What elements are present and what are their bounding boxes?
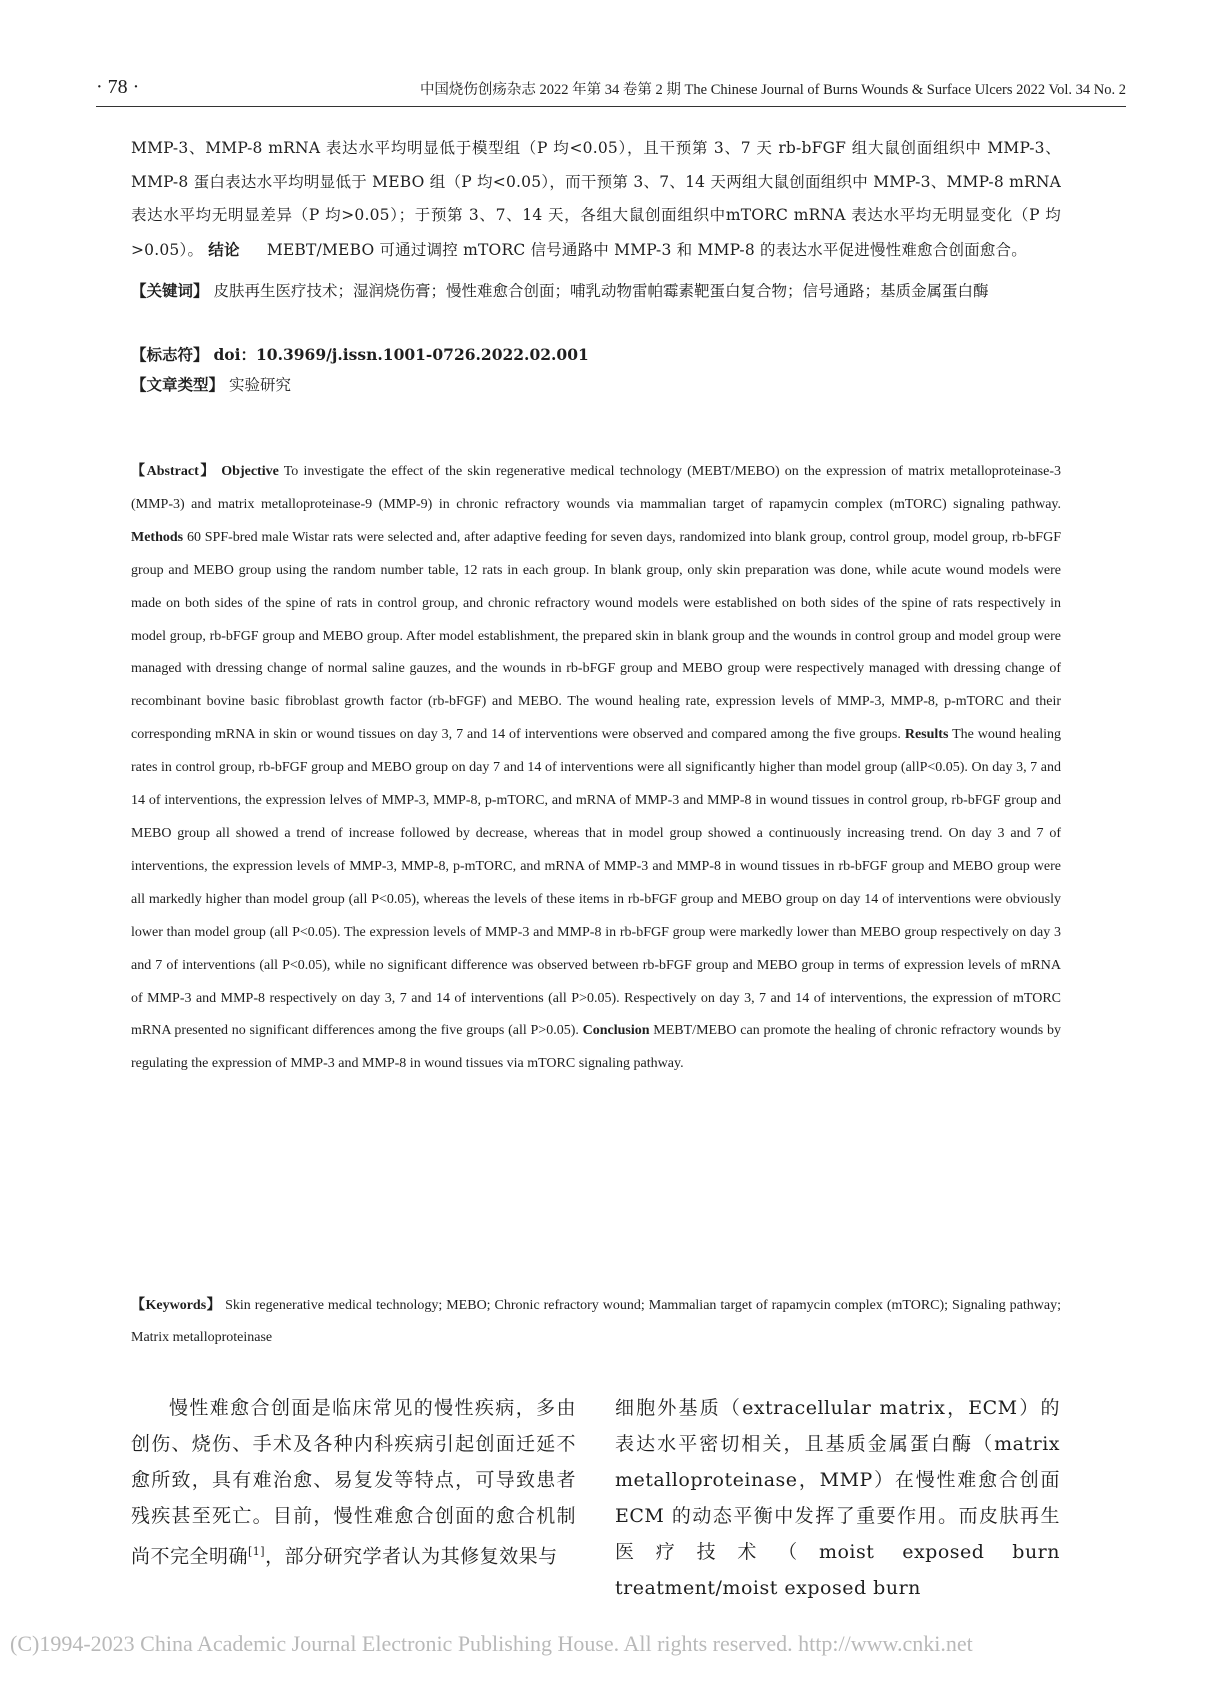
cn-conclusion-text: MEBT/MEBO 可通过调控 mTORC 信号通路中 MMP-3 和 MMP-8 的表达水平促进慢性难愈合创面愈合。 bbox=[266, 240, 1027, 259]
en-keywords-label: 【Keywords】 bbox=[131, 1298, 222, 1313]
en-conclusion-text: MEBT/MEBO can promote the healing of chronic refractory wounds by regulating the expression of MMP-3 and MMP-8 in wound tissues via mTORC signaling pathway. bbox=[131, 1023, 1061, 1072]
cn-doi-text: doi：10.3969/j.issn.1001-0726.2022.02.001 bbox=[213, 345, 589, 364]
page-header bbox=[96, 76, 1126, 102]
en-keywords-text: Skin regenerative medical technology; MEBO; Chronic refractory wound; Mammalian target of rapamycin complex (mTORC); Signaling pathway; Matrix metalloproteinase bbox=[131, 1298, 1061, 1345]
en-abstract-label: 【Abstract】 bbox=[131, 464, 217, 479]
english-keywords bbox=[131, 1290, 1061, 1354]
cn-keywords bbox=[131, 276, 1061, 306]
en-methods-text: 60 SPF-bred male Wistar rats were selected and, after adaptive feeding for seven days, randomized into blank group, control group, model group, rb-bFGF group and MEBO group using the random number table, 12 rats in each group. In blank group, only skin preparation was done, while acute wound models were made on both sides of the spine of rats in control group, and chronic refractory wound models were established on both sides of the spine of rats respectively in model group, rb-bFGF group and MEBO group. After model establishment, the prepared skin in blank group and the wounds in control group and model group were managed with dressing change of normal saline gauzes, and the wounds in rb-bFGF group and MEBO group were respectively managed with dressing change of recombinant bovine basic fibroblast growth factor (rb-bFGF) and MEBO. The wound healing rate, expression levels of MMP-3, MMP-8, p-mTORC and their corresponding mRNA in skin or wound tissues on day 3, 7 and 14 of interventions were observed and compared among the five groups. bbox=[131, 529, 1061, 743]
page-number: · 78 · bbox=[96, 76, 140, 98]
en-results-label: Results bbox=[904, 727, 949, 743]
body-left-column bbox=[131, 1390, 576, 1574]
body-left-text: 慢性难愈合创面是临床常见的慢性疾病，多由创伤、烧伤、手术及各种内科疾病引起创面迁延不愈所致，具有难治愈、易复发等特点，可导致患者残疾甚至死亡。目前，慢性难愈合创面的愈合机制尚不完全明确 bbox=[131, 1397, 576, 1568]
chinese-abstract-continued bbox=[131, 132, 1061, 267]
en-conclusion-label: Conclusion bbox=[582, 1023, 650, 1039]
citation-ref[interactable]: [1] bbox=[248, 1545, 266, 1558]
en-objective-text: To investigate the effect of the skin regenerative medical technology (MEBT/MEBO) on the expression of matrix metalloproteinase-3 (MMP-3) and matrix metalloproteinase-9 (MMP-9) in chronic refractory wounds via mammalian target of rapamycin complex (mTORC) signaling pathway. bbox=[131, 464, 1062, 512]
body-right-text: 细胞外基质（extracellular matrix，ECM）的表达水平密切相关，且基质金属蛋白酶（matrix metalloproteinase，MMP）在慢性难愈合创面 ECM 的动态平衡中发挥了重要作用。而皮肤再生医疗技术（moist exposed burn treatment/moist exposed burn bbox=[615, 1397, 1060, 1599]
cn-doi bbox=[131, 340, 1061, 370]
en-methods-label: Methods bbox=[131, 529, 184, 545]
copyright-footer: (C)1994-2023 China Academic Journal Electronic Publishing House. All rights reserved. http://www.cnki.net bbox=[10, 1631, 973, 1656]
body-left-text-cont: ，部分研究学者认为其修复效果与 bbox=[265, 1545, 558, 1568]
cn-type-label: 【文章类型】 bbox=[131, 375, 225, 394]
cn-keywords-label: 【关键词】 bbox=[131, 281, 209, 300]
en-objective-label: Objective bbox=[221, 464, 279, 479]
en-results-text: The wound healing rates in control group, rb-bFGF group and MEBO group on day 7 and 14 of interventions were all significantly higher than model group (allP<0.05). On day 3, 7 and 14 of interventions, the expression lelves of MMP-3, MMP-8, p-mTORC, and mRNA of MMP-3 and MMP-8 in wound tissues in control group, rb-bFGF group and MEBO group all showed a trend of increase followed by decrease, whereas that in model group showed a continuously increasing trend. On day 3 and 7 of interventions, the expression levels of MMP-3, MMP-8, p-mTORC, and mRNA of MMP-3 and MMP-8 in wound tissues in rb-bFGF group and MEBO group were all markedly higher than model group (all P<0.05), whereas the levels of these items in rb-bFGF group and MEBO group on day 14 of interventions were obviously lower than model group (all P<0.05). The expression levels of MMP-3 and MMP-8 in rb-bFGF group were markedly lower than MEBO group respectively on day 3 and 7 of interventions (all P<0.05), while no significant difference was observed between rb-bFGF group and MEBO group in terms of expression levels of mRNA of MMP-3 and MMP-8 respectively on day 3, 7 and 14 of interventions (all P>0.05). Respectively on day 3, 7 and 14 of interventions, the expression of mTORC mRNA presented no significant differences among the five groups (all P>0.05). bbox=[131, 727, 1062, 1039]
body-right-column bbox=[615, 1390, 1060, 1606]
cn-keywords-text: 皮肤再生医疗技术；湿润烧伤膏；慢性难愈合创面；哺乳动物雷帕霉素靶蛋白复合物；信号通路；基质金属蛋白酶 bbox=[213, 282, 989, 300]
cn-article-type bbox=[131, 370, 1061, 400]
cn-abstract-text: MMP-3、MMP-8 mRNA 表达水平均明显低于模型组（P 均<0.05），且干预第 3、7 天 rb-bFGF 组大鼠创面组织中 MMP-3、MMP-8 蛋白表达水平均明显低于 MEBO 组（P 均<0.05），而干预第 3、7、14 天两组大鼠创面组织中 MMP-3、MMP-8 mRNA 表达水平均无明显差异（P 均>0.05）；于预第 3、7、14 天，各组大鼠创面组织中mTORC mRNA 表达水平均无明显变化（P 均>0.05）。 bbox=[131, 139, 1061, 259]
cn-type-text: 实验研究 bbox=[228, 376, 291, 394]
english-abstract bbox=[131, 456, 1061, 1081]
cn-conclusion-label: 结论 bbox=[208, 239, 240, 259]
cn-doi-label: 【标志符】 bbox=[131, 345, 209, 364]
header-rule bbox=[96, 106, 1126, 107]
running-head: 中国烧伤创疡杂志 2022 年第 34 卷第 2 期 The Chinese Journal of Burns Wounds & Surface Ulcers 2022 Vol. 34 No. 2 bbox=[419, 82, 1126, 98]
